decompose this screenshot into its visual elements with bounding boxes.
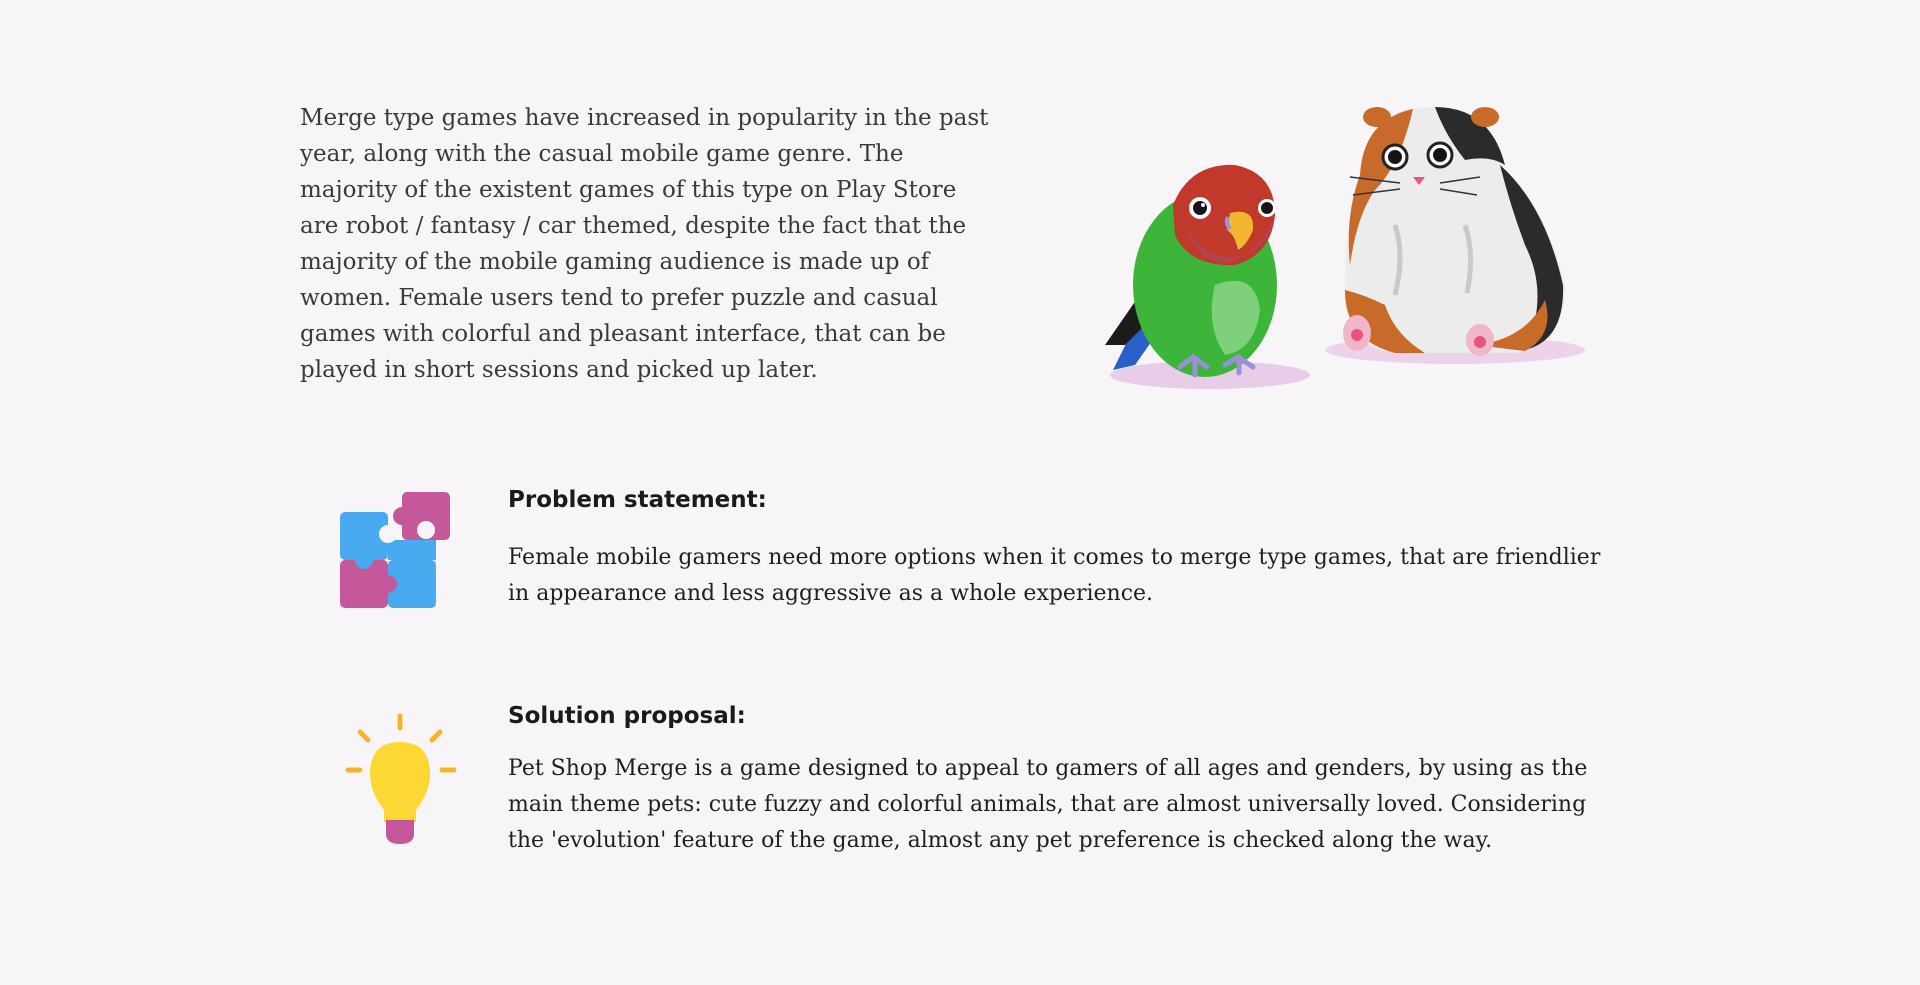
parrot xyxy=(1105,165,1277,377)
guinea-pig xyxy=(1343,107,1565,356)
pets-illustration xyxy=(1095,95,1595,405)
problem-heading: Problem statement: xyxy=(508,487,767,513)
lightbulb-icon xyxy=(342,712,460,844)
solution-body: Pet Shop Merge is a game designed to appeal to gamers of all ages and genders, by using as the main theme pets: cute fuzzy and colorful animals, that are almost universally loved. Considering the 'evolution' feature of the game, almost any pet preference is checked along the way. xyxy=(508,756,1588,853)
problem-body: Female mobile gamers need more options when it comes to merge type games, that are friendlier in appearance and less aggressive as a whole experience. xyxy=(508,545,1601,606)
intro-paragraph: Merge type games have increased in popularity in the past year, along with the casual mobile game genre. The majority of the existent games of this type on Play Store are robot / fantasy / car themed, despite the fact that the majority of the mobile gaming audience is made up of women. Female users tend to prefer puzzle and casual games with colorful and pleasant interface, that can be played in short sessions and picked up later. xyxy=(300,105,989,383)
solution-heading: Solution proposal: xyxy=(508,703,746,729)
puzzle-icon xyxy=(340,490,462,612)
